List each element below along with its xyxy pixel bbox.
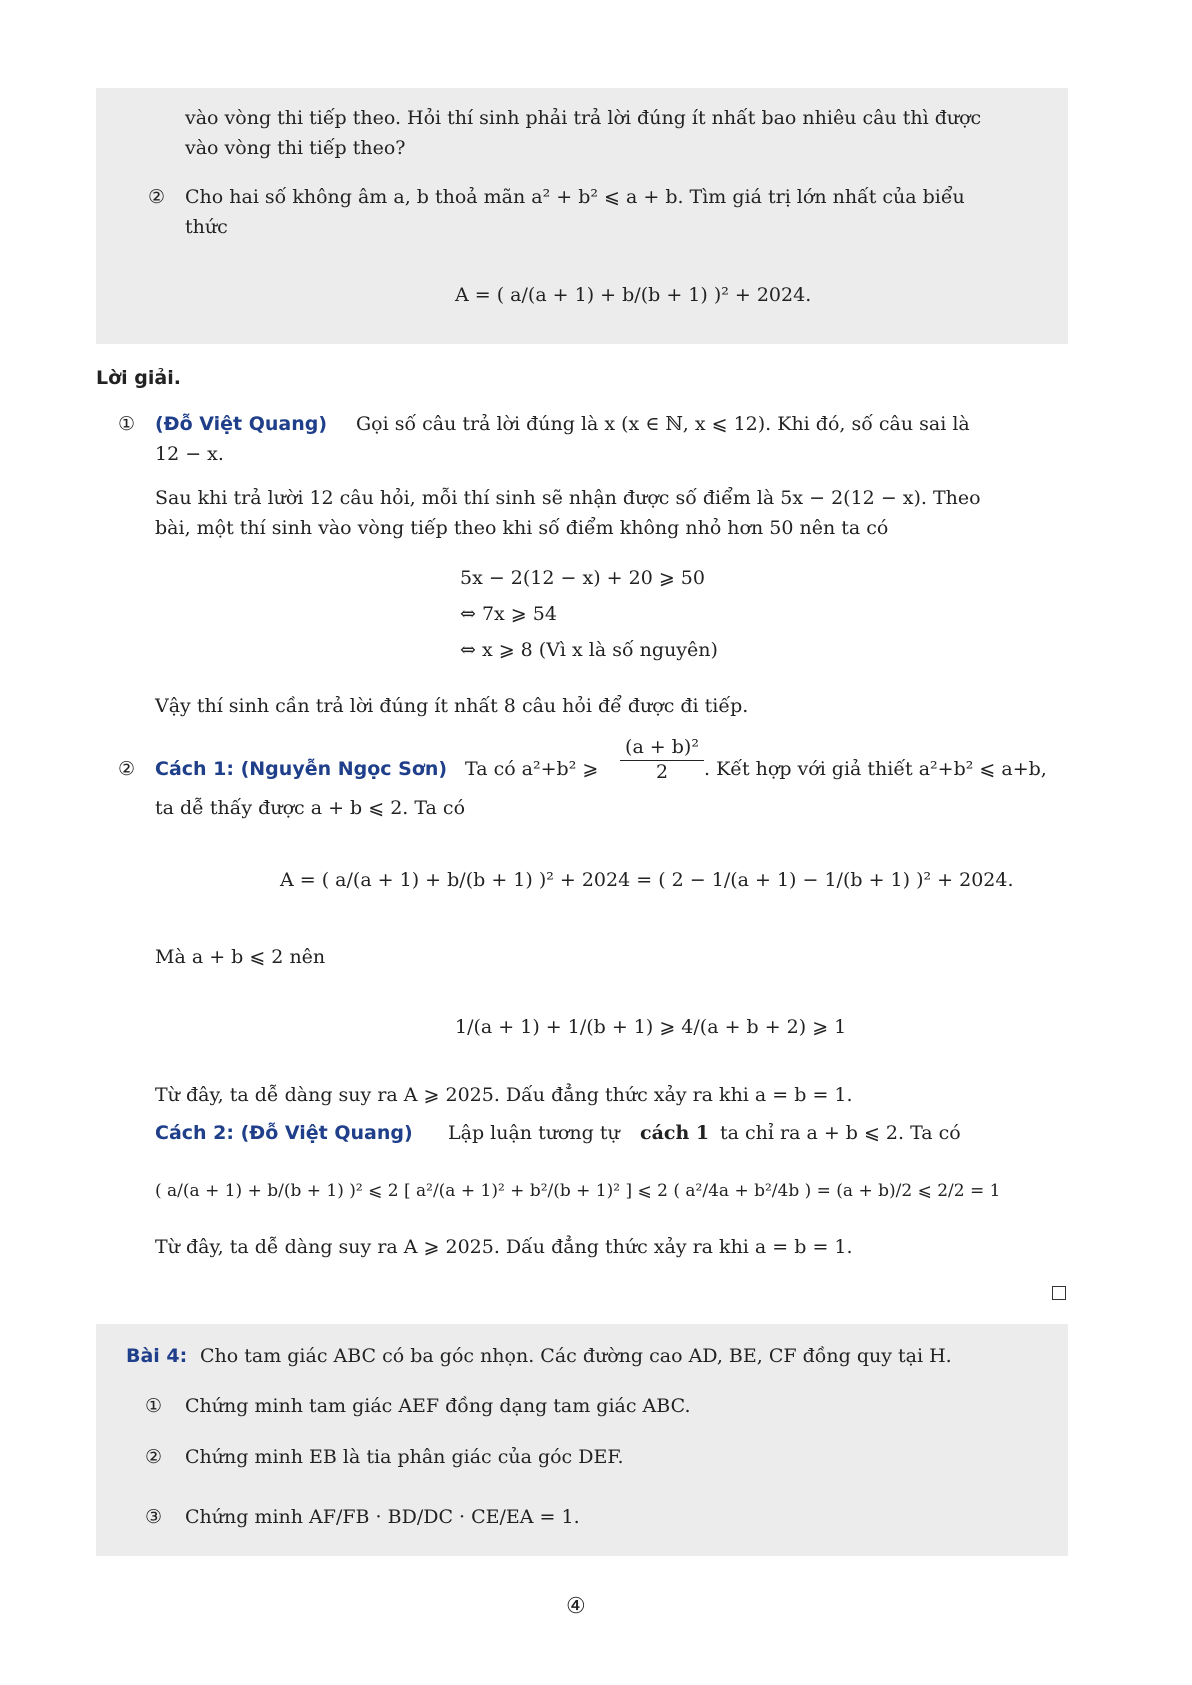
part2-fraction bbox=[620, 736, 704, 783]
bai4-item2: Chứng minh EB là tia phân giác của góc DEF. bbox=[185, 1446, 624, 1468]
part2-result1: Từ đây, ta dễ dàng suy ra A ⩾ 2025. Dấu đẳng thức xảy ra khi a = b = 1. bbox=[155, 1084, 853, 1106]
part2-inequality: 1/(a + 1) + 1/(b + 1) ⩾ 4/(a + b + 2) ⩾ 1 bbox=[455, 1016, 847, 1038]
part1-author: (Đỗ Việt Quang) bbox=[155, 413, 328, 435]
part1-text: Gọi số câu trả lời đúng là x (x ∈ ℕ, x ⩽ 12). Khi đó, số câu sai là bbox=[356, 413, 970, 435]
qed-square bbox=[1052, 1286, 1066, 1300]
problem-q2-number: ② bbox=[148, 186, 166, 208]
part1-equation-3: ⇔ x ⩾ 8 (Vì x là số nguyên) bbox=[460, 639, 718, 661]
bai4-item3: Chứng minh AF/FB · BD/DC · CE/EA = 1. bbox=[185, 1506, 580, 1528]
part2-method1-title: Cách 1: (Nguyễn Ngọc Sơn) bbox=[155, 758, 448, 780]
part1-paragraph-2: bài, một thí sinh vào vòng tiếp theo khi số điểm không nhỏ hơn 50 nên ta có bbox=[155, 517, 889, 539]
part2-long-equation: ( a/(a + 1) + b/(b + 1) )² ⩽ 2 [ a²/(a + 1)² + b²/(b + 1)² ] ⩽ 2 ( a²/4a + b²/4b ) = (a + b)/2 ⩽ 2/2 = 1 bbox=[155, 1181, 1001, 1201]
part1-conclusion: Vậy thí sinh cần trả lời đúng ít nhất 8 câu hỏi để được đi tiếp. bbox=[155, 695, 749, 717]
part2-result2: Từ đây, ta dễ dàng suy ra A ⩾ 2025. Dấu đẳng thức xảy ra khi a = b = 1. bbox=[155, 1236, 853, 1258]
problem-text-line1: vào vòng thi tiếp theo. Hỏi thí sinh phải trả lời đúng ít nhất bao nhiêu câu thì được bbox=[185, 107, 982, 129]
bai4-label: Bài 4: bbox=[126, 1345, 188, 1367]
part1-paragraph-1: Sau khi trả lười 12 câu hỏi, mỗi thí sinh sẽ nhận được số điểm là 5x − 2(12 − x). Theo bbox=[155, 487, 981, 509]
part1-equation-1: 5x − 2(12 − x) + 20 ⩾ 50 bbox=[460, 567, 705, 589]
problem-q2-line2: thức bbox=[185, 216, 228, 238]
part2-text-a: Ta có a²+b² ⩾ bbox=[465, 758, 599, 780]
part2-method2-text-b: ta chỉ ra a + b ⩽ 2. Ta có bbox=[720, 1122, 961, 1144]
problem-text-line2: vào vòng thi tiếp theo? bbox=[185, 137, 406, 159]
part2-text-b: . Kết hợp với giả thiết a²+b² ⩽ a+b, bbox=[704, 758, 1047, 780]
problem-formula: A = ( a/(a + 1) + b/(b + 1) )² + 2024. bbox=[455, 284, 812, 306]
solution-heading: Lời giải. bbox=[96, 367, 181, 389]
part1-text2: 12 − x. bbox=[155, 443, 224, 465]
part2-number: ② bbox=[118, 758, 136, 780]
bai4-text: Cho tam giác ABC có ba góc nhọn. Các đường cao AD, BE, CF đồng quy tại H. bbox=[200, 1345, 952, 1367]
part2-fraction-numerator: (a + b)² bbox=[620, 736, 704, 761]
part2-text2: ta dễ thấy được a + b ⩽ 2. Ta có bbox=[155, 797, 466, 819]
bai4-item1: Chứng minh tam giác AEF đồng dạng tam giác ABC. bbox=[185, 1395, 691, 1417]
bai4-item2-number: ② bbox=[145, 1446, 163, 1468]
part2-method2-bold: cách 1 bbox=[640, 1122, 710, 1144]
part1-number: ① bbox=[118, 413, 136, 435]
part2-method2-text-a: Lập luận tương tự bbox=[448, 1122, 620, 1144]
part2-since: Mà a + b ⩽ 2 nên bbox=[155, 946, 326, 968]
page-number: ④ bbox=[566, 1594, 586, 1619]
bai4-item3-number: ③ bbox=[145, 1506, 163, 1528]
bai4-item1-number: ① bbox=[145, 1395, 163, 1417]
problem-q2-line1: Cho hai số không âm a, b thoả mãn a² + b² ⩽ a + b. Tìm giá trị lớn nhất của biểu bbox=[185, 186, 965, 208]
part2-equation-A: A = ( a/(a + 1) + b/(b + 1) )² + 2024 = ( 2 − 1/(a + 1) − 1/(b + 1) )² + 2024. bbox=[280, 869, 1014, 891]
part2-method2-title: Cách 2: (Đỗ Việt Quang) bbox=[155, 1122, 413, 1144]
part1-equation-2: ⇔ 7x ⩾ 54 bbox=[460, 603, 557, 625]
part2-fraction-denominator: 2 bbox=[655, 761, 669, 783]
